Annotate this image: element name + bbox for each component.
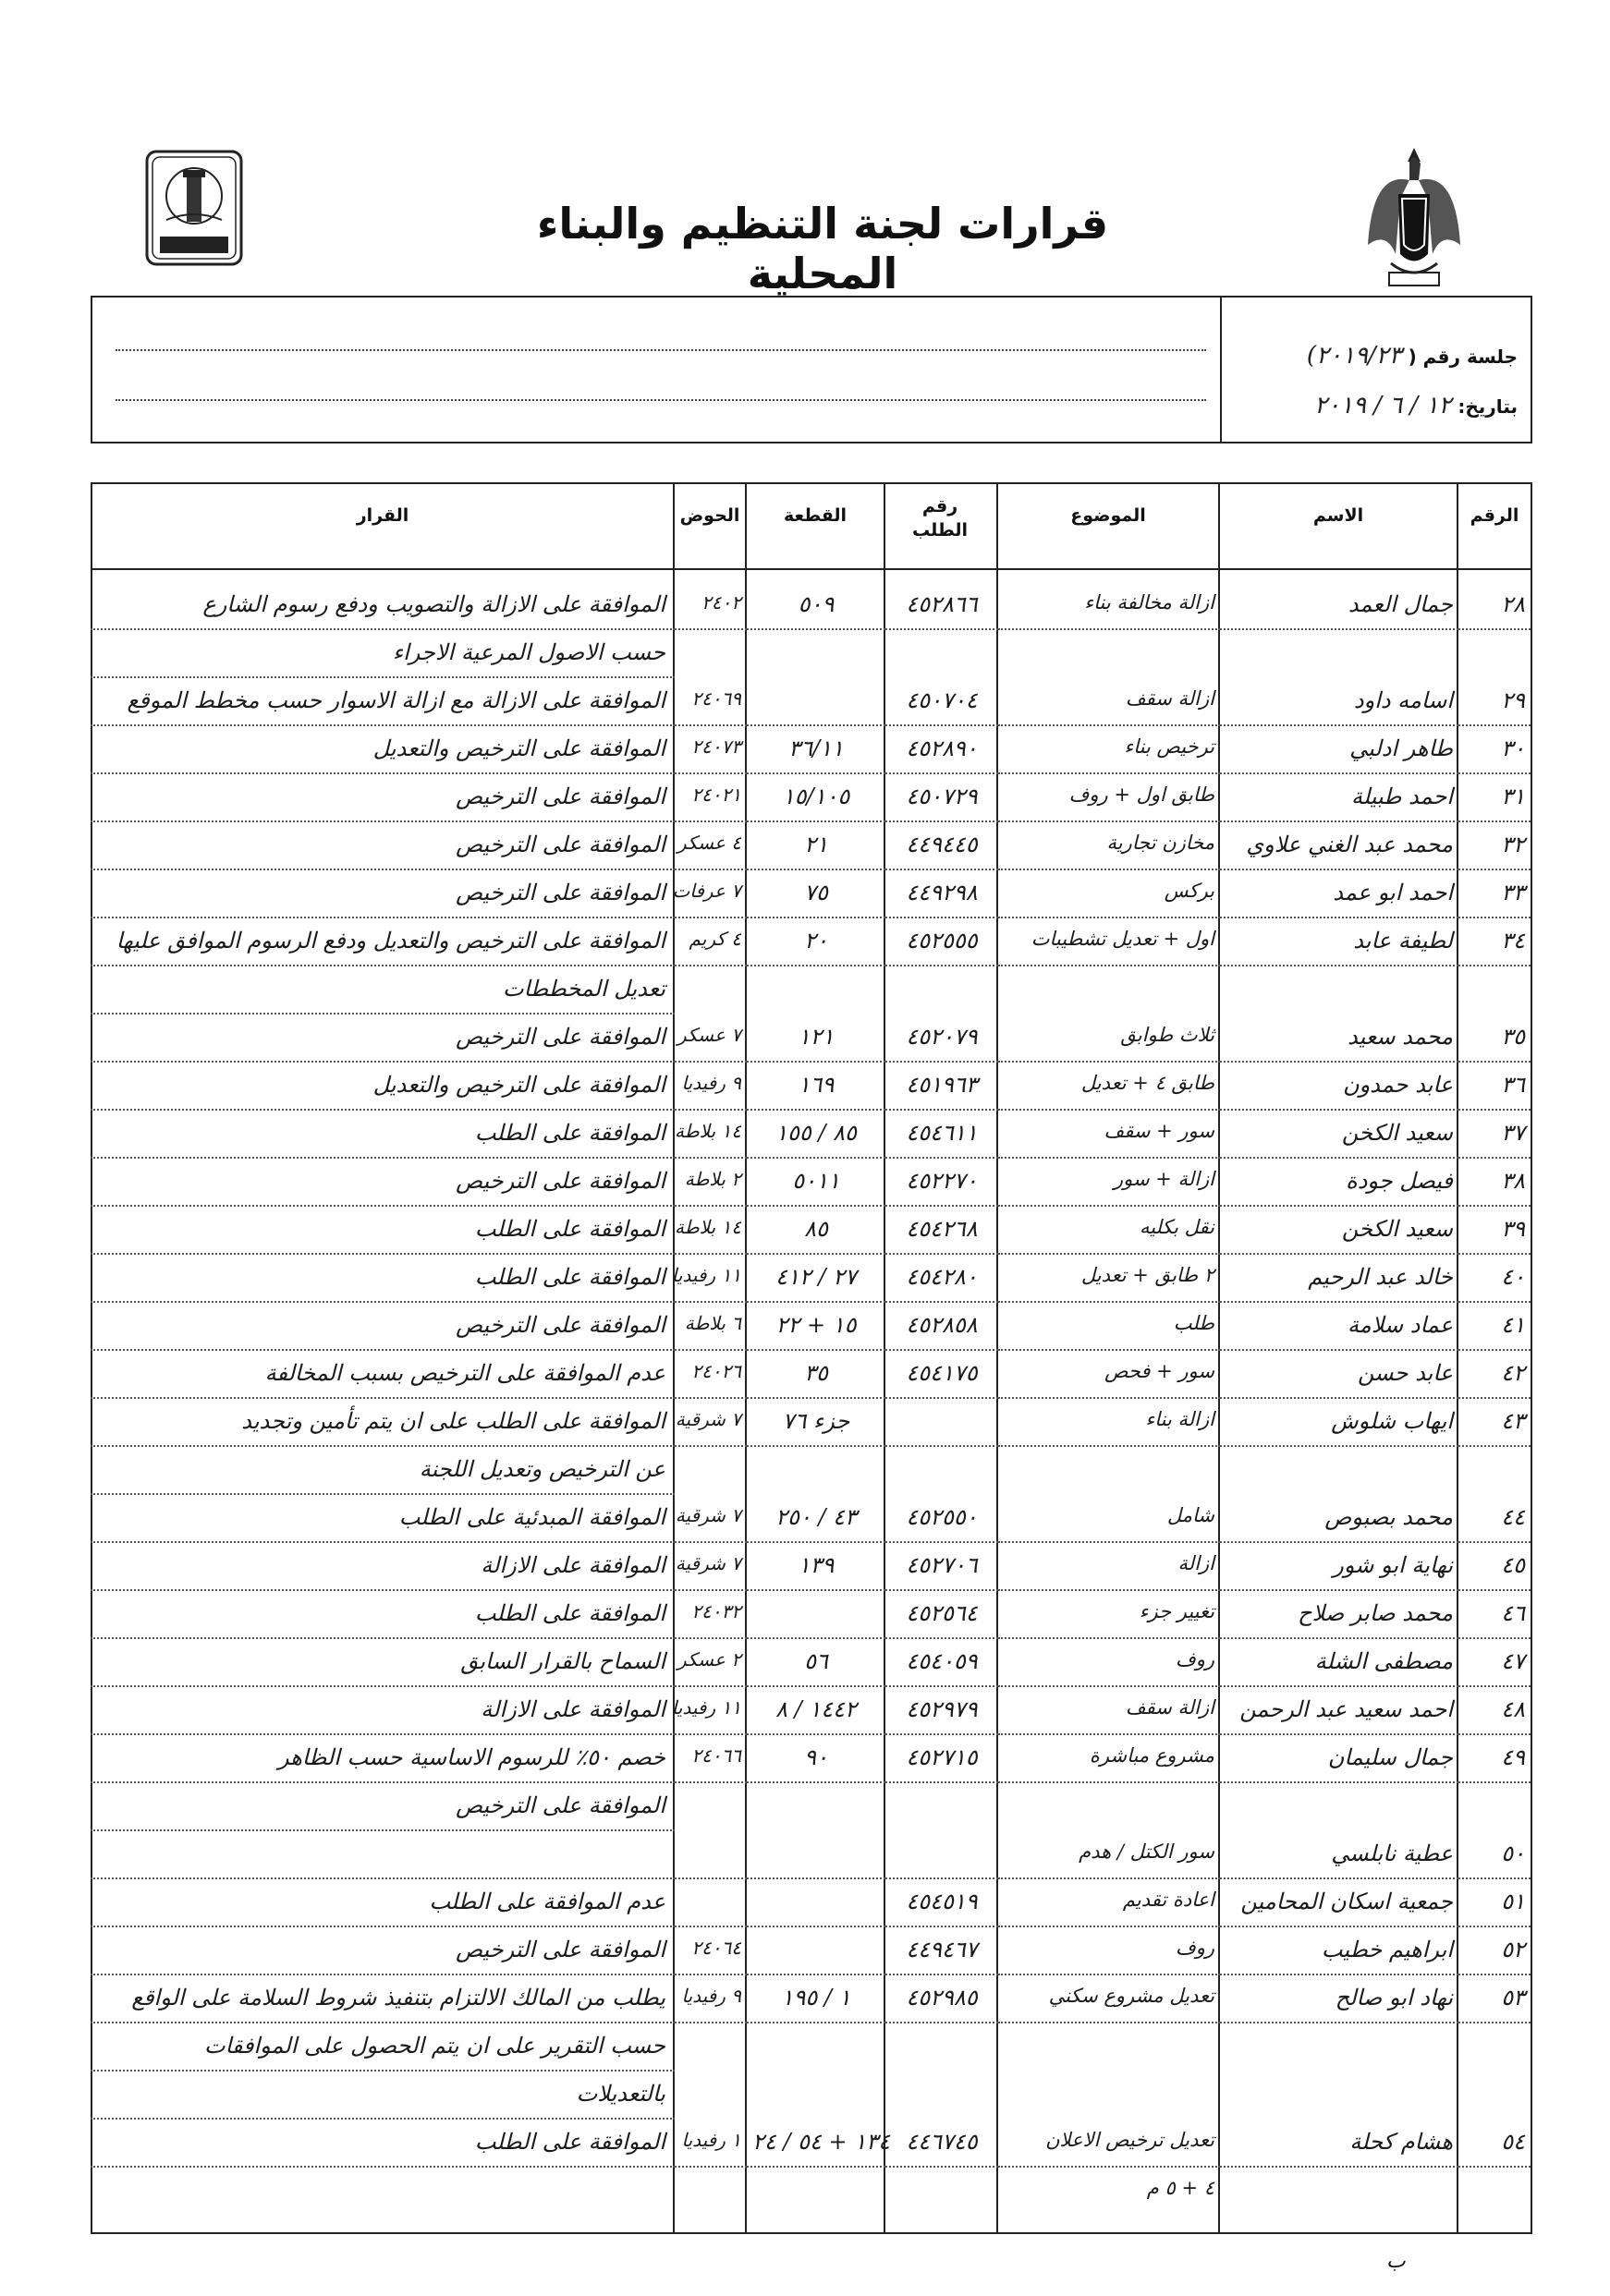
row-number: ٥٣ [1458,1977,1531,2023]
row-request-number: ٤٥٢٥٥٥ [885,920,998,966]
row-request-number: ٤٥٢٨٥٨ [885,1305,998,1351]
row-plot [747,1833,885,1879]
row-basin: ٧ عرفات [675,872,747,918]
row-decision: الموافقة على الترخيص [91,1160,675,1207]
blank-line [116,349,1206,351]
row-plot: ٨٥ / ١٥٥ [747,1112,885,1159]
row-number: ٣٧ [1458,1112,1531,1159]
municipality-seal-icon [143,148,245,268]
row-number: ٤١ [1458,1305,1531,1351]
row-basin: ٩ رفيديا [675,1977,747,2023]
row-basin: ٢ بلاطة [675,1160,747,1207]
row-number: ٤٥ [1458,1545,1531,1591]
row-decision: الموافقة على الازالة مع ازالة الاسوار حسب مخطط الموقع [91,680,675,726]
row-basin: ٢٤٠٧٣ [675,728,747,774]
row-subject: تعديل ترخيص الاعلان [998,2121,1220,2168]
row-name: ابراهيم خطيب [1220,1929,1458,1975]
row-name: محمد بصبوص [1220,1497,1458,1543]
row-plot [747,1929,885,1975]
header-name: الاسم [1312,505,1364,526]
row-number: ٣٣ [1458,872,1531,918]
row-name: عماد سلامة [1220,1305,1458,1351]
table-row [91,1401,1532,1447]
table-row [91,1641,1532,1687]
row-request-number: ٤٤٦٧٤٥ [885,2121,998,2168]
table-row [91,1881,1532,1927]
row-plot: ٢١ [747,824,885,870]
row-plot: ٥٦ [747,1641,885,1687]
row-plot: ١٢١ [747,1016,885,1063]
row-request-number [885,1401,998,1447]
header-basin: الحوض [679,505,740,526]
row-number: ٣٠ [1458,728,1531,774]
row-plot: ٤٣ / ٢٥٠ [747,1497,885,1543]
table-row [91,1593,1532,1639]
row-plot: جزء ٧٦ [747,1401,885,1447]
header-num: الرقم [1470,505,1519,526]
row-decision: الموافقة على الازالة [91,1545,675,1591]
table-row [91,824,1532,870]
row-number: ٣٨ [1458,1160,1531,1207]
table-row-continuation [91,2169,1532,2216]
row-decision: الموافقة على الطلب [91,1209,675,1255]
row-decision: الموافقة على الترخيص [91,1929,675,1975]
row-request-number: ٤٥٤٠٥٩ [885,1641,998,1687]
row-name: سعيد الكخن [1220,1112,1458,1159]
row-name: محمد سعيد [1220,1016,1458,1063]
row-decision: الموافقة على الازالة [91,1689,675,1735]
table-row [91,1160,1532,1207]
row-plot: ١٣٩ [747,1545,885,1591]
row-request-number: ٤٤٩٤٤٥ [885,824,998,870]
row-request-number: ٤٥٢٩٧٩ [885,1689,998,1735]
row-plot: ٧٥ [747,872,885,918]
row-subject: ازالة سقف [998,680,1220,726]
row-basin: ٢٤٠٦٩ [675,680,747,726]
row-request-number: ٤٥٢٨٩٠ [885,728,998,774]
row-name: فيصل جودة [1220,1160,1458,1207]
row-plot: ٣٥ [747,1353,885,1399]
row-subject: ازالة [998,1545,1220,1591]
row-subject: سور الكتل / هدم [998,1833,1220,1879]
row-basin: ١ رفيديا [675,2121,747,2168]
row-basin: ١٤ بلاطة [675,1209,747,1255]
session-number [1307,342,1518,370]
row-number: ٥٠ [1458,1833,1531,1879]
row-number: ٣١ [1458,776,1531,822]
row-request-number: ٤٥٤٢٨٠ [885,1257,998,1303]
row-subject: نقل بكليه [998,1209,1220,1255]
row-decision [91,1833,675,1879]
palestine-eagle-icon [1363,143,1465,300]
row-number: ٤٠ [1458,1257,1531,1303]
table-row [91,920,1532,966]
row-request-number: ٤٥٠٧٢٩ [885,776,998,822]
row-name: جمعية اسكان المحامين [1220,1881,1458,1927]
row-subject: شامل [998,1497,1220,1543]
row-name: سعيد الكخن [1220,1209,1458,1255]
row-name: هشام كحلة [1220,2121,1458,2168]
row-decision: الموافقة على الترخيص [91,1016,675,1063]
row-decision: الموافقة على الطلب [91,1593,675,1639]
table-row [91,776,1532,822]
row-number: ٣٤ [1458,920,1531,966]
table-row [91,1545,1532,1591]
session-date [1314,392,1518,419]
row-number: ٣٥ [1458,1016,1531,1063]
row-name: نهاية ابو شور [1220,1545,1458,1591]
header-decision: القرار [356,505,409,526]
row-decision: الموافقة على الترخيص [91,1305,675,1351]
row-subject: مشروع مباشرة [998,1737,1220,1783]
row-name: جمال سليمان [1220,1737,1458,1783]
row-request-number: ٤٤٩٢٩٨ [885,872,998,918]
row-number: ٤٢ [1458,1353,1531,1399]
table-row [91,872,1532,918]
row-decision: الموافقة على الازالة والتصويب ودفع رسوم الشارع [91,584,675,630]
row-basin: ٧ شرقية [675,1545,747,1591]
header-plot: القطعة [783,505,848,526]
row-decision-continued: الموافقة على الترخيص [91,1785,675,1831]
row-basin: ٢٤٠٦٤ [675,1929,747,1975]
row-subject: روف [998,1641,1220,1687]
row-number: ٤٩ [1458,1737,1531,1783]
table-row [91,584,1532,630]
row-name: احمد ابو عمد [1220,872,1458,918]
row-request-number: ٤٥٢٧٠٦ [885,1545,998,1591]
header-request [885,494,994,542]
row-decision: يطلب من المالك الالتزام بتنفيذ شروط السلامة على الواقع [91,1977,675,2023]
table-row [91,2121,1532,2168]
row-number: ٤٧ [1458,1641,1531,1687]
row-request-number: ٤٥٢٥٥٠ [885,1497,998,1543]
row-subject: تغيير جزء [998,1593,1220,1639]
session-date-value: ١٢ / ٦ / ٢٠١٩ [1314,392,1452,419]
row-subject: ترخيص بناء [998,728,1220,774]
row-number: ٣٦ [1458,1064,1531,1111]
table-row [91,1689,1532,1735]
row-subject: ٢ طابق + تعديل [998,1257,1220,1303]
session-date-label: بتاريخ: [1458,395,1518,418]
row-plot: ١٦٩ [747,1064,885,1111]
row-subject: طابق ٤ + تعديل [998,1064,1220,1111]
row-subject: اعادة تقديم [998,1881,1220,1927]
row-name: خالد عبد الرحيم [1220,1257,1458,1303]
footer-mark: ب [1386,2250,1406,2273]
row-basin: ٢٤٠٦٦ [675,1737,747,1783]
row-name: محمد صابر صلاح [1220,1593,1458,1639]
row-request-number: ٤٥٤٢٦٨ [885,1209,998,1255]
row-plot [747,1881,885,1927]
row-subject: تعديل مشروع سكني [998,1977,1220,2023]
row-subject: اول + تعديل تشطيبات [998,920,1220,966]
session-number-label: جلسة رقم ( [1408,346,1518,368]
row-basin: ٦ بلاطة [675,1305,747,1351]
table-row-continuation [91,1449,1532,1495]
row-request-number: ٤٤٩٤٦٧ [885,1929,998,1975]
row-subject: طلب [998,1305,1220,1351]
row-basin: ٢٤٠٢ [675,584,747,630]
header-request-line2: الطلب [911,520,969,541]
row-decision: عدم الموافقة على الترخيص بسبب المخالفة [91,1353,675,1399]
row-decision-continued: عن الترخيص وتعديل اللجنة [91,1449,675,1495]
row-number: ٤٨ [1458,1689,1531,1735]
table-row [91,1737,1532,1783]
row-request-number: ٤٥٢٥٦٤ [885,1593,998,1639]
header-request-line1: رقم [921,496,958,516]
row-basin: ٢٤٠٢٦ [675,1353,747,1399]
table-row [91,1016,1532,1063]
row-basin: ١١ رفيديا [675,1689,747,1735]
row-basin: ٤ كريم [675,920,747,966]
table-row-continuation [91,2025,1532,2071]
row-plot [747,1593,885,1639]
row-request-number: ٤٥٠٧٠٤ [885,680,998,726]
row-name: ايهاب شلوش [1220,1401,1458,1447]
row-number: ٤٤ [1458,1497,1531,1543]
row-number: ٤٣ [1458,1401,1531,1447]
row-decision: خصم ٥٠٪ للرسوم الاساسية حسب الظاهر [91,1737,675,1783]
row-number: ٥٤ [1458,2121,1531,2168]
table-row [91,1497,1532,1543]
row-basin: ١٤ بلاطة [675,1112,747,1159]
row-request-number: ٤٥٢٩٨٥ [885,1977,998,2023]
row-name: احمد سعيد عبد الرحمن [1220,1689,1458,1735]
row-decision: السماح بالقرار السابق [91,1641,675,1687]
row-decision: الموافقة على الترخيص والتعديل [91,728,675,774]
row-basin: ٢٤٠٢١ [675,776,747,822]
page-title: قرارات لجنة التنظيم والبناء المحلية [536,199,1109,298]
table-row [91,1353,1532,1399]
row-decision-continued: حسب التقرير على ان يتم الحصول على الموافقات [91,2025,675,2071]
session-info-box [91,296,1532,443]
row-name: مصطفى الشلة [1220,1641,1458,1687]
row-plot: ٥٠٩ [747,584,885,630]
row-name: عطية نابلسي [1220,1833,1458,1879]
row-plot: ١٣٤ + ٥٤ / ٢٤ [747,2121,885,2168]
row-subject: ازالة + سور [998,1160,1220,1207]
table-row [91,1064,1532,1111]
row-subject: بركس [998,872,1220,918]
row-subject: مخازن تجارية [998,824,1220,870]
table-row [91,680,1532,726]
row-name: جمال العمد [1220,584,1458,630]
row-subject: ازالة مخالفة بناء [998,584,1220,630]
table-row [91,1305,1532,1351]
row-decision: الموافقة على الترخيص [91,824,675,870]
row-subject: ازالة بناء [998,1401,1220,1447]
row-plot: ١٥/١٠٥ [747,776,885,822]
row-request-number: ٤٥٢٧١٥ [885,1737,998,1783]
row-basin: ٢٤٠٣٢ [675,1593,747,1639]
row-basin: ٧ شرقية [675,1497,747,1543]
row-plot: ١٥ + ٢٢ [747,1305,885,1351]
table-row [91,1257,1532,1303]
session-box-divider [1220,296,1222,443]
row-request-number: ٤٥١٩٦٣ [885,1064,998,1111]
row-decision: عدم الموافقة على الطلب [91,1881,675,1927]
row-decision: الموافقة على الطلب على ان يتم تأمين وتجديد [91,1401,675,1447]
row-basin: ١١ رفيديا [675,1257,747,1303]
table-row-continuation [91,1785,1532,1831]
row-name: طاهر ادلبي [1220,728,1458,774]
table-row [91,1112,1532,1159]
row-request-number: ٤٥٤١٧٥ [885,1353,998,1399]
row-decision: الموافقة على الترخيص [91,776,675,822]
row-plot: ٥٠١١ [747,1160,885,1207]
row-decision-continued: تعديل المخططات [91,968,675,1014]
row-number: ٢٩ [1458,680,1531,726]
row-subject: طابق اول + روف [998,776,1220,822]
row-basin: ٤ عسكر [675,824,747,870]
row-plot: ١ / ١٩٥ [747,1977,885,2023]
row-name: عابد حسن [1220,1353,1458,1399]
row-number: ٤٦ [1458,1593,1531,1639]
row-plot: ٨٥ [747,1209,885,1255]
row-number: ٣٢ [1458,824,1531,870]
row-basin [675,1833,747,1879]
row-request-number: ٤٥٢٨٦٦ [885,584,998,630]
row-name: لطيفة عابد [1220,920,1458,966]
row-extra-note: ٤ + ٥ م [1146,2177,1214,2199]
blank-line [116,399,1206,401]
table-row-continuation [91,2073,1532,2120]
row-subject: سور + سقف [998,1112,1220,1159]
row-decision: الموافقة على الترخيص [91,872,675,918]
session-number-value: ٢٠١٩/٢٣) [1306,342,1402,370]
header-subject: الموضوع [1070,505,1146,526]
row-name: محمد عبد الغني علاوي [1220,824,1458,870]
row-subject: سور + فحص [998,1353,1220,1399]
row-subject: روف [998,1929,1220,1975]
row-request-number [885,1833,998,1879]
table-row [91,1209,1532,1255]
row-subject: ازالة سقف [998,1689,1220,1735]
table-row [91,1977,1532,2023]
row-number: ٣٩ [1458,1209,1531,1255]
row-name: عابد حمدون [1220,1064,1458,1111]
table-row [91,728,1532,774]
row-number: ٢٨ [1458,584,1531,630]
row-decision-continued: بالتعديلات [91,2073,675,2120]
row-decision: الموافقة المبدئية على الطلب [91,1497,675,1543]
row-basin: ٢ عسكر [675,1641,747,1687]
row-basin [675,1881,747,1927]
row-request-number: ٤٥٢٠٧٩ [885,1016,998,1063]
row-plot: ٢٧ / ٤١٢ [747,1257,885,1303]
row-basin: ٩ رفيديا [675,1064,747,1111]
row-subject: ثلاث طوابق [998,1016,1220,1063]
row-request-number: ٤٥٢٢٧٠ [885,1160,998,1207]
row-decision: الموافقة على الترخيص والتعديل [91,1064,675,1111]
row-number: ٥٢ [1458,1929,1531,1975]
row-decision: الموافقة على الطلب [91,1112,675,1159]
row-decision: الموافقة على الطلب [91,2121,675,2168]
row-decision-continued: حسب الاصول المرعية الاجراء [91,632,675,678]
row-decision: الموافقة على الترخيص والتعديل ودفع الرسوم الموافق عليها [91,920,675,966]
row-plot [747,680,885,726]
row-request-number: ٤٥٤٦١١ [885,1112,998,1159]
row-plot: ٩٠ [747,1737,885,1783]
row-name: احمد طبيلة [1220,776,1458,822]
header-divider [91,568,1532,570]
row-decision: الموافقة على الطلب [91,1257,675,1303]
row-plot: ١٤٤٢ / ٨ [747,1689,885,1735]
row-plot: ٣٦/١١ [747,728,885,774]
row-plot: ٢٠ [747,920,885,966]
table-row [91,1929,1532,1975]
row-name: نهاد ابو صالح [1220,1977,1458,2023]
row-basin: ٧ عسكر [675,1016,747,1063]
row-name: اسامه داود [1220,680,1458,726]
table-row-continuation [91,632,1532,678]
table-row-continuation [91,968,1532,1014]
row-basin: ٧ شرقية [675,1401,747,1447]
row-number: ٥١ [1458,1881,1531,1927]
table-row [91,1833,1532,1879]
row-request-number: ٤٥٤٥١٩ [885,1881,998,1927]
